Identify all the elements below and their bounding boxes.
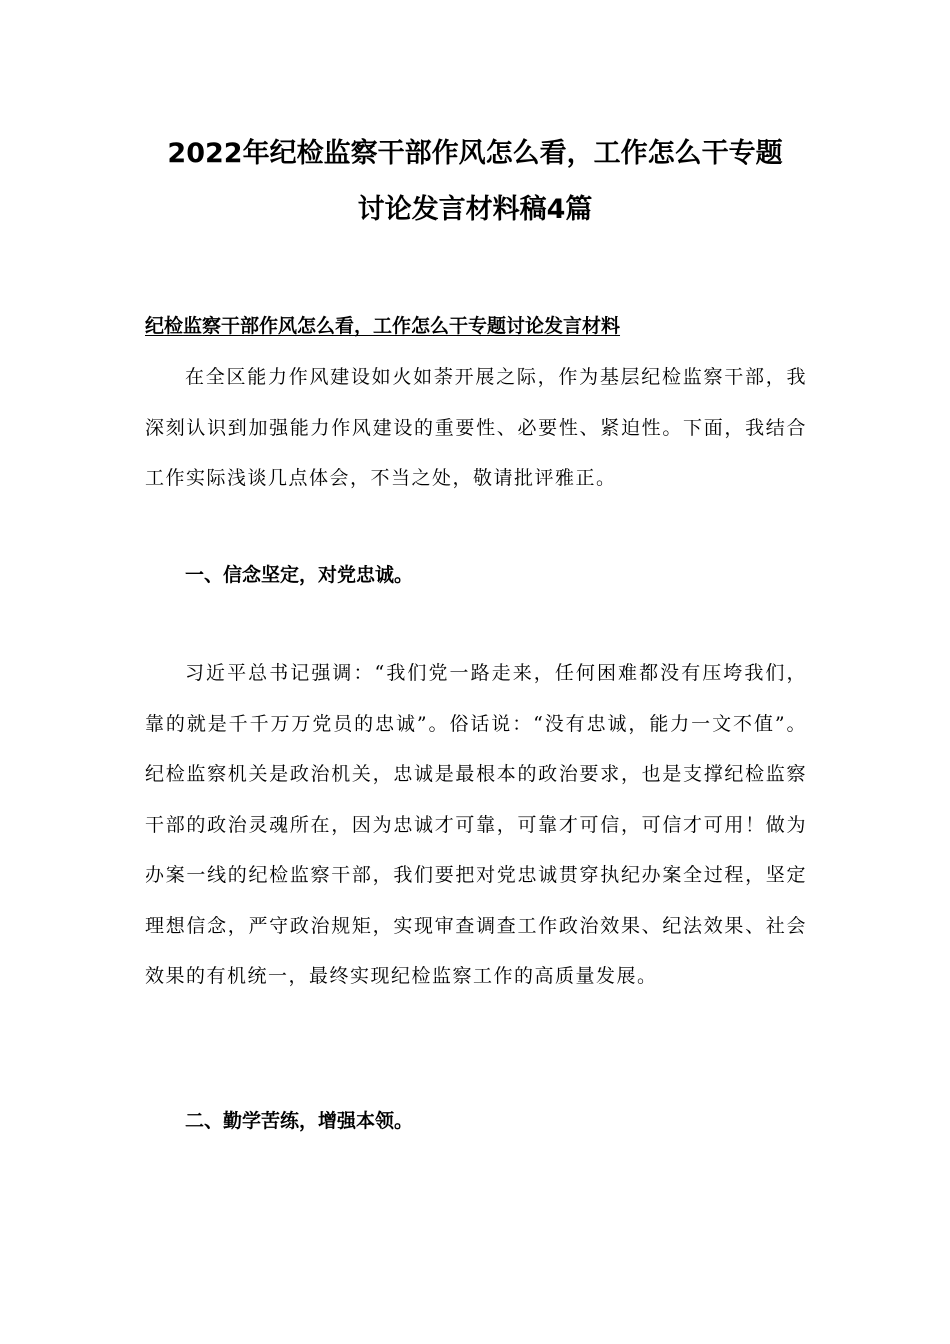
intro-paragraph: 在全区能力作风建设如火如荼开展之际，作为基层纪检监察干部，我深刻认识到加强能力作风建设的重要性、必要性、紧迫性。下面，我结合工作实际浅谈几点体会，不当之处，敬请批评雅正。 [145,366,807,489]
document-title-line-1: 2022年纪检监察干部作风怎么看，工作怎么干专题 [167,138,783,169]
document-title [120,126,830,238]
document-title-line-2: 讨论发言材料稿4篇 [357,194,593,225]
loyalty-paragraph: 习近平总书记强调：“我们党一路走来，任何困难都没有压垮我们，靠的就是千千万万党员的忠诚”。俗话说：“没有忠诚，能力一文不值”。纪检监察机关是政治机关，忠诚是最根本的政治要求，也是支撑纪检监察干部的政治灵魂所在，因为忠诚才可靠，可靠才可信，可信才可用！做为办案一线的纪检监察干部，我们要把对党忠诚贯穿执纪办案全过程，坚定理想信念，严守政治规矩，实现审查调查工作政治效果、纪法效果、社会效果的有机统一，最终实现纪检监察工作的高质量发展。 [145,662,807,987]
section-heading: 纪检监察干部作风怎么看，工作怎么干专题讨论发言材料 [145,315,621,337]
heading-study: 二、勤学苦练，增强本领。 [185,1110,414,1132]
heading-loyalty: 一、信念坚定，对党忠诚。 [185,564,414,586]
